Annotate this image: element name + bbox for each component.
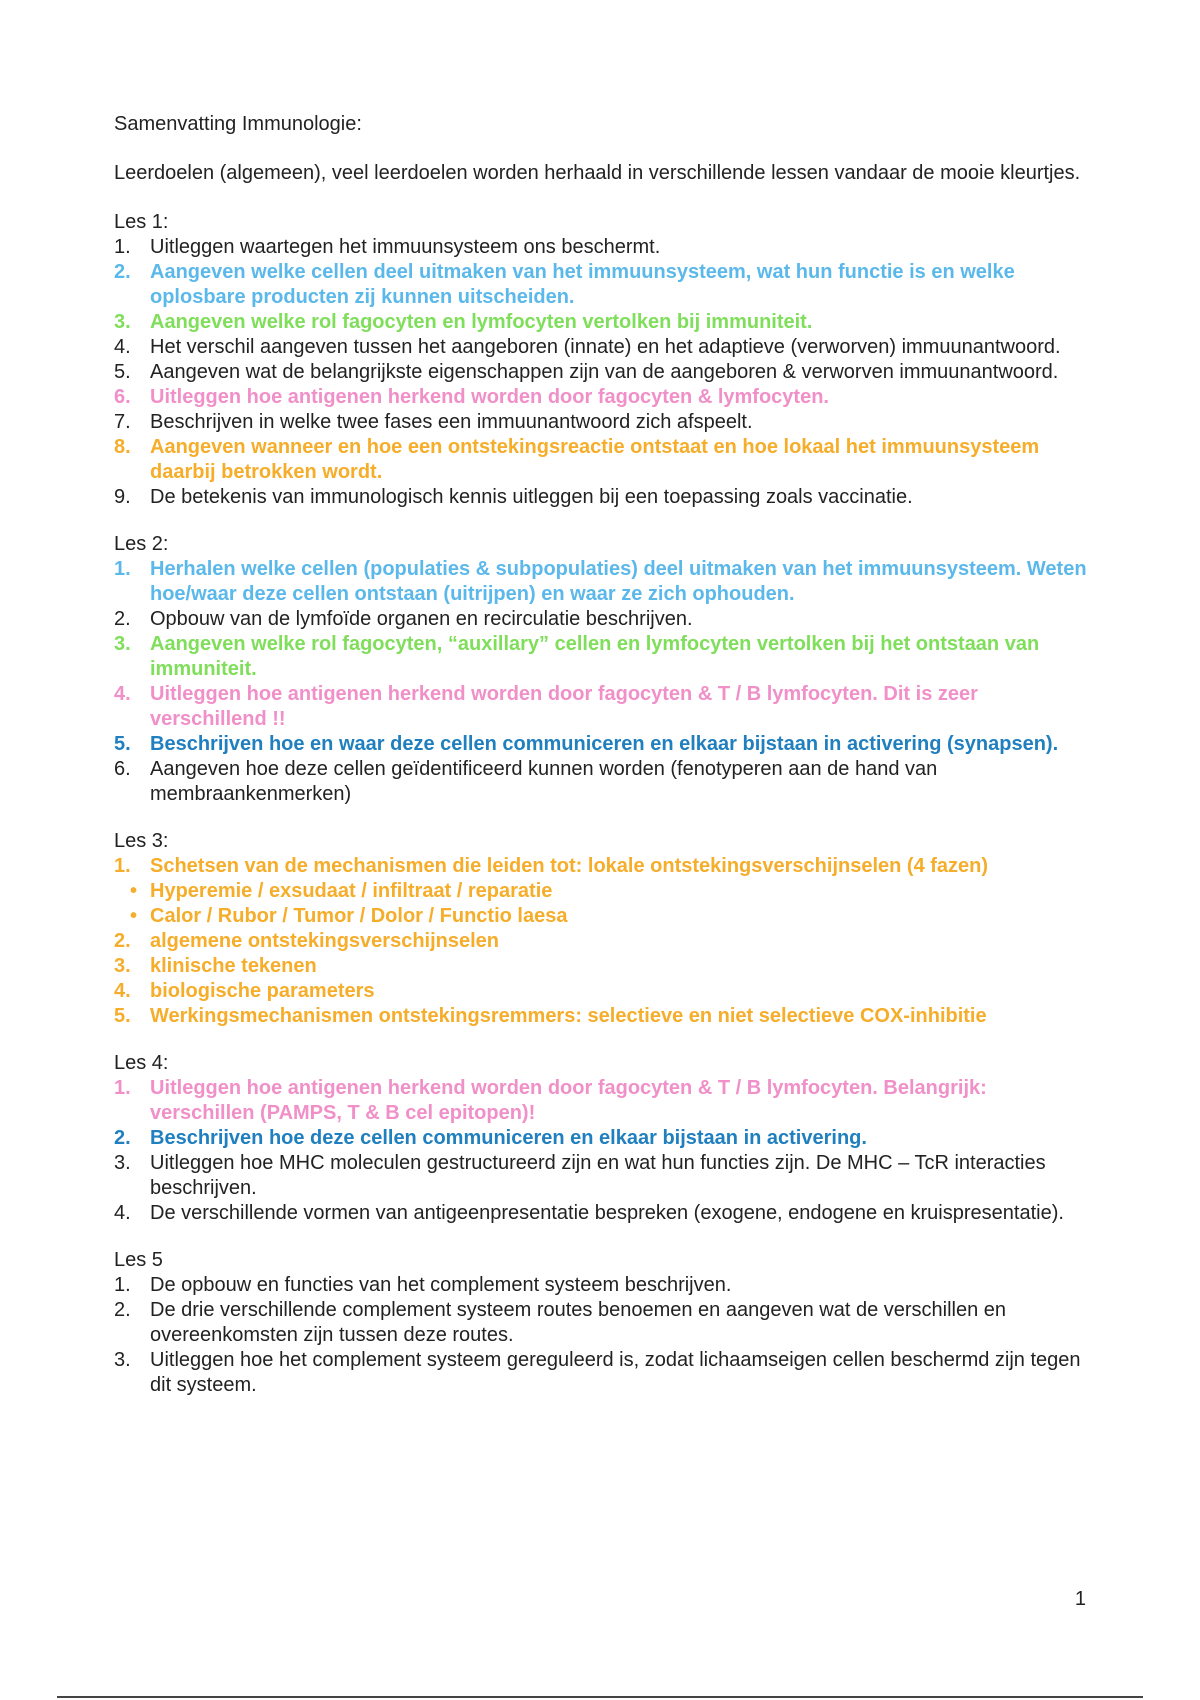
bullet-marker: • xyxy=(130,880,138,902)
objective-item xyxy=(114,557,1094,607)
item-number: 7. xyxy=(114,411,131,433)
item-number: 3. xyxy=(114,1152,131,1174)
item-text: Aangeven welke rol fagocyten, “auxillary” cellen en lymfocyten vertolken bij het ontstaan van immuniteit. xyxy=(150,633,1040,680)
objective-item xyxy=(114,632,1094,682)
item-text: Calor / Rubor / Tumor / Dolor / Functio laesa xyxy=(150,905,568,927)
lesson-heading: Les 2: xyxy=(114,533,169,555)
objective-item xyxy=(114,1273,1094,1298)
item-text: Uitleggen hoe het complement systeem gereguleerd is, zodat lichaamseigen cellen beschermd zijn tegen dit systeem. xyxy=(150,1349,1081,1396)
item-text: Aangeven welke rol fagocyten en lymfocyten vertolken bij immuniteit. xyxy=(150,311,813,333)
item-number: 1. xyxy=(114,558,131,580)
item-text: Het verschil aangeven tussen het aangeboren (innate) en het adaptieve (verworven) immuunantwoord. xyxy=(150,336,1061,358)
document-page xyxy=(114,112,1094,1398)
sub-bullet-item xyxy=(114,904,1094,929)
item-number: 3. xyxy=(114,955,131,977)
item-text: Beschrijven hoe en waar deze cellen communiceren en elkaar bijstaan in activering (synapsen). xyxy=(150,733,1059,755)
item-text: Uitleggen hoe antigenen herkend worden door fagocyten & T / B lymfocyten. Dit is zeer verschillend !! xyxy=(150,683,978,730)
item-number: 1. xyxy=(114,1077,131,1099)
item-number: 1. xyxy=(114,855,131,877)
item-number: 4. xyxy=(114,683,131,705)
objective-item xyxy=(114,979,1094,1004)
objective-item xyxy=(114,954,1094,979)
lesson-heading: Les 1: xyxy=(114,211,169,233)
item-text: Uitleggen waartegen het immuunsysteem ons beschermt. xyxy=(150,236,661,258)
item-number: 2. xyxy=(114,261,131,283)
item-number: 4. xyxy=(114,336,131,358)
item-number: 1. xyxy=(114,1274,131,1296)
item-number: 9. xyxy=(114,486,131,508)
objective-item xyxy=(114,410,1094,435)
item-text: Opbouw van de lymfoïde organen en recirculatie beschrijven. xyxy=(150,608,693,630)
item-number: 2. xyxy=(114,1299,131,1321)
objective-item xyxy=(114,1126,1094,1151)
objective-item xyxy=(114,1076,1094,1126)
item-text: Uitleggen hoe MHC moleculen gestructureerd zijn en wat hun functies zijn. De MHC – TcR interacties beschrijven. xyxy=(150,1152,1046,1199)
item-number: 1. xyxy=(114,236,131,258)
lesson-section xyxy=(114,829,1094,1029)
objective-item xyxy=(114,682,1094,732)
item-text: biologische parameters xyxy=(150,980,375,1002)
item-number: 6. xyxy=(114,386,131,408)
item-text: De drie verschillende complement systeem routes benoemen en aangeven wat de verschillen en overeenkomsten zijn tussen deze routes. xyxy=(150,1299,1007,1346)
objective-item xyxy=(114,335,1094,360)
item-text: Uitleggen hoe antigenen herkend worden door fagocyten & T / B lymfocyten. Belangrijk: verschillen (PAMPS, T & B cel epitopen)! xyxy=(150,1077,987,1124)
item-text: Uitleggen hoe antigenen herkend worden door fagocyten & lymfocyten. xyxy=(150,386,829,408)
item-number: 3. xyxy=(114,311,131,333)
objective-item xyxy=(114,360,1094,385)
item-number: 3. xyxy=(114,1349,131,1371)
item-text: Beschrijven hoe deze cellen communiceren en elkaar bijstaan in activering. xyxy=(150,1127,867,1149)
objective-item xyxy=(114,854,1094,879)
objective-item xyxy=(114,1004,1094,1029)
item-number: 4. xyxy=(114,980,131,1002)
lessons-container xyxy=(114,210,1094,1398)
lesson-section xyxy=(114,1051,1094,1226)
objective-item xyxy=(114,1201,1094,1226)
intro-paragraph: Leerdoelen (algemeen), veel leerdoelen worden herhaald in verschillende lessen vandaar de mooie kleurtjes. xyxy=(114,162,1081,184)
objectives-list xyxy=(114,1076,1094,1226)
item-text: Aangeven wat de belangrijkste eigenschappen zijn van de aangeboren & verworven immuunantwoord. xyxy=(150,361,1059,383)
document-title: Samenvatting Immunologie: xyxy=(114,113,362,135)
objective-item xyxy=(114,732,1094,757)
objective-item xyxy=(114,485,1094,510)
item-number: 8. xyxy=(114,436,131,458)
objectives-list xyxy=(114,854,1094,1029)
item-text: Aangeven hoe deze cellen geïdentificeerd kunnen worden (fenotyperen aan de hand van membraankenmerken) xyxy=(150,758,938,805)
lesson-section xyxy=(114,210,1094,510)
item-text: Werkingsmechanismen ontstekingsremmers: selectieve en niet selectieve COX-inhibitie xyxy=(150,1005,987,1027)
item-number: 2. xyxy=(114,608,131,630)
item-number: 4. xyxy=(114,1202,131,1224)
lesson-section xyxy=(114,1248,1094,1398)
item-text: Herhalen welke cellen (populaties & subpopulaties) deel uitmaken van het immuunsysteem. Weten hoe/waar deze cellen ontstaan (uitrijpen) en waar ze zich ophouden. xyxy=(150,558,1087,605)
item-text: Aangeven welke cellen deel uitmaken van het immuunsysteem, wat hun functie is en welke oplosbare producten zij kunnen uitscheiden. xyxy=(150,261,1015,308)
item-text: De betekenis van immunologisch kennis uitleggen bij een toepassing zoals vaccinatie. xyxy=(150,486,913,508)
item-number: 5. xyxy=(114,361,131,383)
item-number: 6. xyxy=(114,758,131,780)
item-text: klinische tekenen xyxy=(150,955,317,977)
objective-item xyxy=(114,1151,1094,1201)
item-text: Aangeven wanneer en hoe een ontstekingsreactie ontstaat en hoe lokaal het immuunsysteem daarbij betrokken wordt. xyxy=(150,436,1040,483)
item-number: 5. xyxy=(114,1005,131,1027)
lesson-heading: Les 3: xyxy=(114,830,169,852)
objectives-list xyxy=(114,235,1094,510)
objective-item xyxy=(114,757,1094,807)
objective-item xyxy=(114,435,1094,485)
page-number: 1 xyxy=(1074,1588,1086,1610)
lesson-heading: Les 4: xyxy=(114,1052,169,1074)
item-number: 2. xyxy=(114,1127,131,1149)
objective-item xyxy=(114,235,1094,260)
item-number: 5. xyxy=(114,733,131,755)
item-number: 2. xyxy=(114,930,131,952)
lesson-heading: Les 5 xyxy=(114,1249,163,1271)
lesson-section xyxy=(114,532,1094,807)
item-text: Schetsen van de mechanismen die leiden tot: lokale ontstekingsverschijnselen (4 fazen) xyxy=(150,855,989,877)
objective-item xyxy=(114,1298,1094,1348)
item-text: algemene ontstekingsverschijnselen xyxy=(150,930,500,952)
item-text: Beschrijven in welke twee fases een immuunantwoord zich afspeelt. xyxy=(150,411,753,433)
objectives-list xyxy=(114,557,1094,807)
objectives-list xyxy=(114,1273,1094,1398)
objective-item xyxy=(114,260,1094,310)
objective-item xyxy=(114,929,1094,954)
bullet-marker: • xyxy=(130,905,138,927)
sub-bullet-item xyxy=(114,879,1094,904)
item-number: 3. xyxy=(114,633,131,655)
objective-item xyxy=(114,607,1094,632)
objective-item xyxy=(114,1348,1094,1398)
item-text: Hyperemie / exsudaat / infiltraat / reparatie xyxy=(150,880,553,902)
item-text: De verschillende vormen van antigeenpresentatie bespreken (exogene, endogene en kruispresentatie). xyxy=(150,1202,1064,1224)
footer-divider xyxy=(57,1696,1143,1698)
objective-item xyxy=(114,310,1094,335)
item-text: De opbouw en functies van het complement systeem beschrijven. xyxy=(150,1274,732,1296)
objective-item xyxy=(114,385,1094,410)
